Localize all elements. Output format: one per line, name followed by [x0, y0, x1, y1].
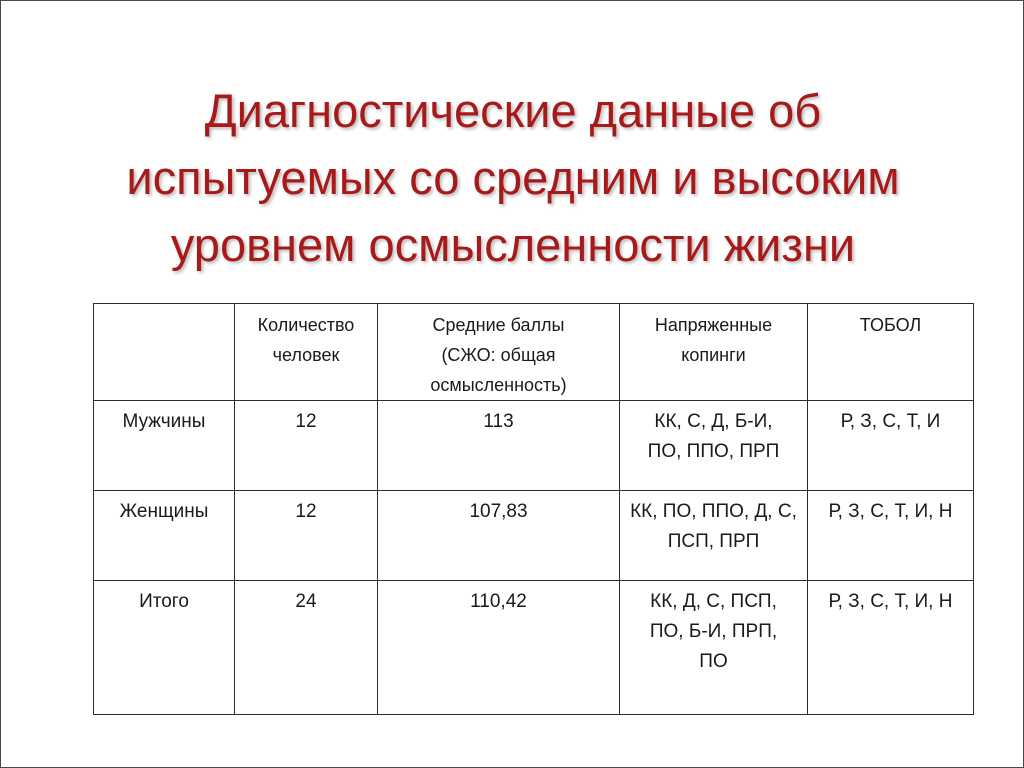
cell-tobol: Р, З, С, Т, И, Н: [808, 581, 974, 715]
title-line-1: Диагностические данные об: [204, 84, 822, 137]
table-row: [94, 581, 974, 715]
header-cell-tobol: ТОБОЛ: [808, 304, 974, 401]
table-row: [94, 401, 974, 491]
title-line-3: уровнем осмысленности жизни: [170, 218, 856, 271]
cell-count: 12: [235, 401, 378, 491]
cell-tobol: Р, З, С, Т, И: [808, 401, 974, 491]
cell-tobol: Р, З, С, Т, И, Н: [808, 491, 974, 581]
cell-avg-score: 113: [378, 401, 620, 491]
header-cell-copings: Напряженные копинги: [620, 304, 808, 401]
row-label: Женщины: [94, 491, 235, 581]
slide-title: [41, 77, 985, 278]
header-cell-count: Количество человек: [235, 304, 378, 401]
header-cell-empty: [94, 304, 235, 401]
cell-count: 12: [235, 491, 378, 581]
header-cell-avg-score: Средние баллы (СЖО: общая осмысленность): [378, 304, 620, 401]
cell-count: 24: [235, 581, 378, 715]
row-label: Мужчины: [94, 401, 235, 491]
cell-avg-score: 110,42: [378, 581, 620, 715]
data-table: [93, 303, 974, 715]
table-header-row: [94, 304, 974, 401]
cell-avg-score: 107,83: [378, 491, 620, 581]
title-line-2: испытуемых со средним и высоким: [126, 151, 900, 204]
cell-copings: КК, Д, С, ПСП, ПО, Б-И, ПРП, ПО: [620, 581, 808, 715]
table-row: [94, 491, 974, 581]
cell-copings: КК, С, Д, Б-И, ПО, ППО, ПРП: [620, 401, 808, 491]
row-label: Итого: [94, 581, 235, 715]
cell-copings: КК, ПО, ППО, Д, С, ПСП, ПРП: [620, 491, 808, 581]
